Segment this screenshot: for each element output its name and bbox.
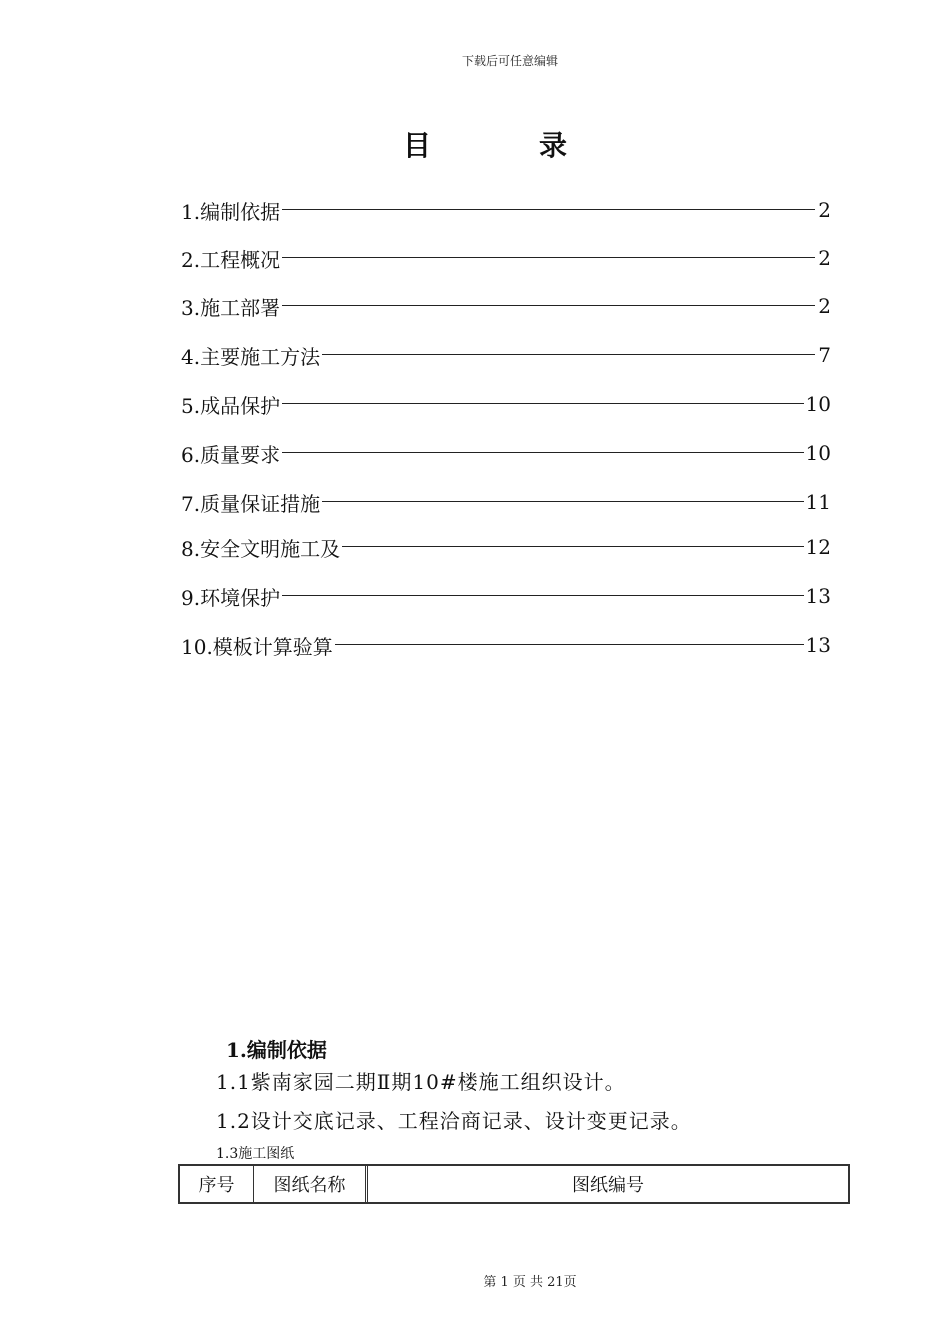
toc-entry[interactable] <box>181 532 831 562</box>
toc-entry[interactable] <box>181 291 831 321</box>
toc-entry-label: 5.成品保护 <box>181 393 281 418</box>
section-paragraph: 1.2设计交底记录、工程洽商记录、设计变更记录。 <box>216 1109 692 1133</box>
toc-entry-label: 3.施工部署 <box>181 295 281 320</box>
toc-leader <box>282 209 815 212</box>
toc-leader <box>322 354 815 357</box>
drawings-table <box>178 1164 850 1204</box>
toc-entry-label: 8.安全文明施工及 <box>181 536 341 561</box>
table-header-cell: 序号 <box>180 1166 254 1202</box>
toc-leader <box>282 257 815 260</box>
toc-entry[interactable] <box>181 243 831 273</box>
table-header-cell: 图纸名称 <box>254 1166 368 1202</box>
toc-leader <box>335 644 804 647</box>
toc-entry-page: 11 <box>805 490 831 514</box>
toc-entry-label: 7.质量保证措施 <box>181 491 321 516</box>
toc-entry-page: 12 <box>805 535 831 559</box>
toc-leader <box>282 452 803 455</box>
toc-entry[interactable] <box>181 630 831 660</box>
subsection-label: 1.3施工图纸 <box>216 1146 295 1162</box>
toc-entry-label: 4.主要施工方法 <box>181 344 321 369</box>
page-footer: 第 1 页 共 21页 <box>483 1275 577 1290</box>
toc-leader <box>322 501 803 504</box>
toc-leader <box>282 305 815 308</box>
toc-title: 目 录 <box>402 129 607 162</box>
toc-entry[interactable] <box>181 195 831 225</box>
toc-leader <box>282 595 803 598</box>
toc-entry-page: 2 <box>818 198 831 222</box>
toc-entry-label: 10.模板计算验算 <box>181 634 333 659</box>
section-paragraph: 1.1紫南家园二期Ⅱ期10#楼施工组织设计。 <box>216 1070 626 1094</box>
toc-entry-page: 7 <box>818 343 831 367</box>
toc-entry[interactable] <box>181 438 831 468</box>
toc-entry[interactable] <box>181 340 831 370</box>
toc-entry[interactable] <box>181 581 831 611</box>
toc-entry-page: 13 <box>805 584 831 608</box>
toc-entry-label: 2.工程概况 <box>181 247 281 272</box>
toc-entry-page: 13 <box>805 633 831 657</box>
toc-entry-label: 1.编制依据 <box>181 199 281 224</box>
toc-leader <box>282 403 803 406</box>
header-note: 下载后可任意编辑 <box>461 54 558 68</box>
toc-entry-label: 9.环境保护 <box>181 585 281 610</box>
section-heading: 1.编制依据 <box>226 1038 327 1062</box>
toc-leader <box>342 546 803 549</box>
toc-entry-page: 10 <box>805 441 831 465</box>
toc-entry-page: 2 <box>818 294 831 318</box>
toc-entry-page: 2 <box>818 246 831 270</box>
toc-entry-page: 10 <box>805 392 831 416</box>
toc-entry-label: 6.质量要求 <box>181 442 281 467</box>
toc-entry[interactable] <box>181 389 831 419</box>
table-header-cell: 图纸编号 <box>572 1175 644 1196</box>
toc-entry[interactable] <box>181 487 831 517</box>
